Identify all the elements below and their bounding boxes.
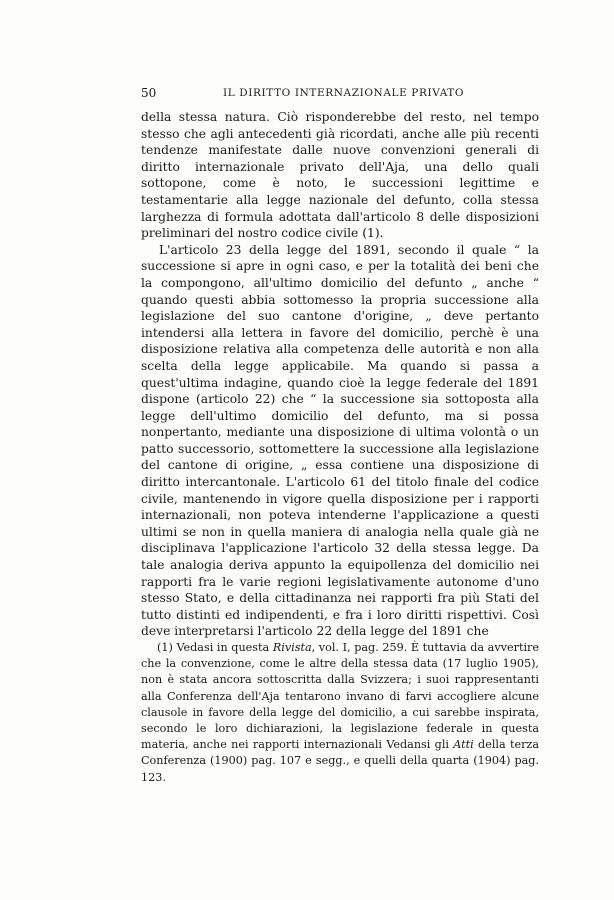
page-header [141,86,539,104]
footnote-rivista: Rivista [272,641,312,654]
paragraph-1: della stessa natura. Ciò risponderebbe del resto, nel tempo stesso che agli antecedenti già ricordati, anche alle più recenti tendenze manifestate dalle nuove convenzioni generali di diritto internazionale privato dell'Aja, una dello quali sottopone, come è noto, le successioni legittime e testamentarie alla legge nazionale del defunto, colla stessa larghezza di formula adottata dall'articolo 8 delle disposizioni preliminari del nostro codice civile (1). [141,110,539,241]
main-text [141,109,539,640]
footnote-text-start: (1) Vedasi in questa [157,641,273,654]
running-title: IL DIRITTO INTERNAZIONALE PRIVATO [223,87,465,99]
paragraph-2: L'articolo 23 della legge del 1891, secondo il quale “ la successione si apre in ogni caso, e per la totalità dei beni che la compongono, all'ultimo domicilio del defunto „ anche “ quando questi abbia sottomesso la propria successione alla legislazione del suo cantone d'origine, „ deve pertanto intendersi alla lettera in favore del domicilio, perchè è una disposizione relativa alla competenza delle autorità e non alla scelta della legge applicabile. Ma quando si passa a quest'ultima indagine, quando cioè la legge federale del 1891 dispone (articolo 22) che “ la successione sia sottoposta alla legge dell'ultimo domicilio del defunto, ma si possa nonpertanto, mediante una disposizione di ultima volontà o un patto successorio, sottomettere la successione alla legislazione del cantone di origine, „ essa contiene una disposizione di diritto intercantonale. L'articolo 61 del titolo finale del codice civile, mantenendo in vigore quella disposizione per i rapporti internazionali, non poteva intenderne l'applicazione a questi ultimi se non in quella maniera di analogia nella quale già ne disciplinava l'applicazione l'articolo 32 della stessa legge. Da tale analogia deriva appunto la equipollenza del domicilio nei rapporti fra le varie regioni legislativamente autonome d'uno stesso Stato, e della cittadinanza nei rapporti fra più Stati del tutto distinti ed indipendenti, e fra i loro diritti rispettivi. Così deve interpretarsi l'articolo 22 della legge del 1891 che [141,242,539,639]
footnote-atti: Atti [453,738,474,752]
footnote-text-middle: , vol. I, pag. 259. È tuttavia da avvertire che la convenzione, come le altre della stessa data (17 luglio 1905), non è stata ancora sottoscritta dalla Svizzera; i suoi rappresentanti alla Conferenza dell'Aja tentarono invano di farvi accogliere alcune clausole in favore della legge del domicilio, a cui sarebbe inspirata, secondo le loro dichiarazioni, la legislazione federale in questa materia, anche nei rapporti internazionali Vedansi gli [141,641,539,752]
footnote-text-end: della terza Conferenza (1900) pag. 107 e segg., e quelli della quarta (1904) pag. 123. [141,738,539,784]
page-number: 50 [141,86,157,100]
footnote-1 [141,640,539,786]
footnote-separator [157,628,209,629]
